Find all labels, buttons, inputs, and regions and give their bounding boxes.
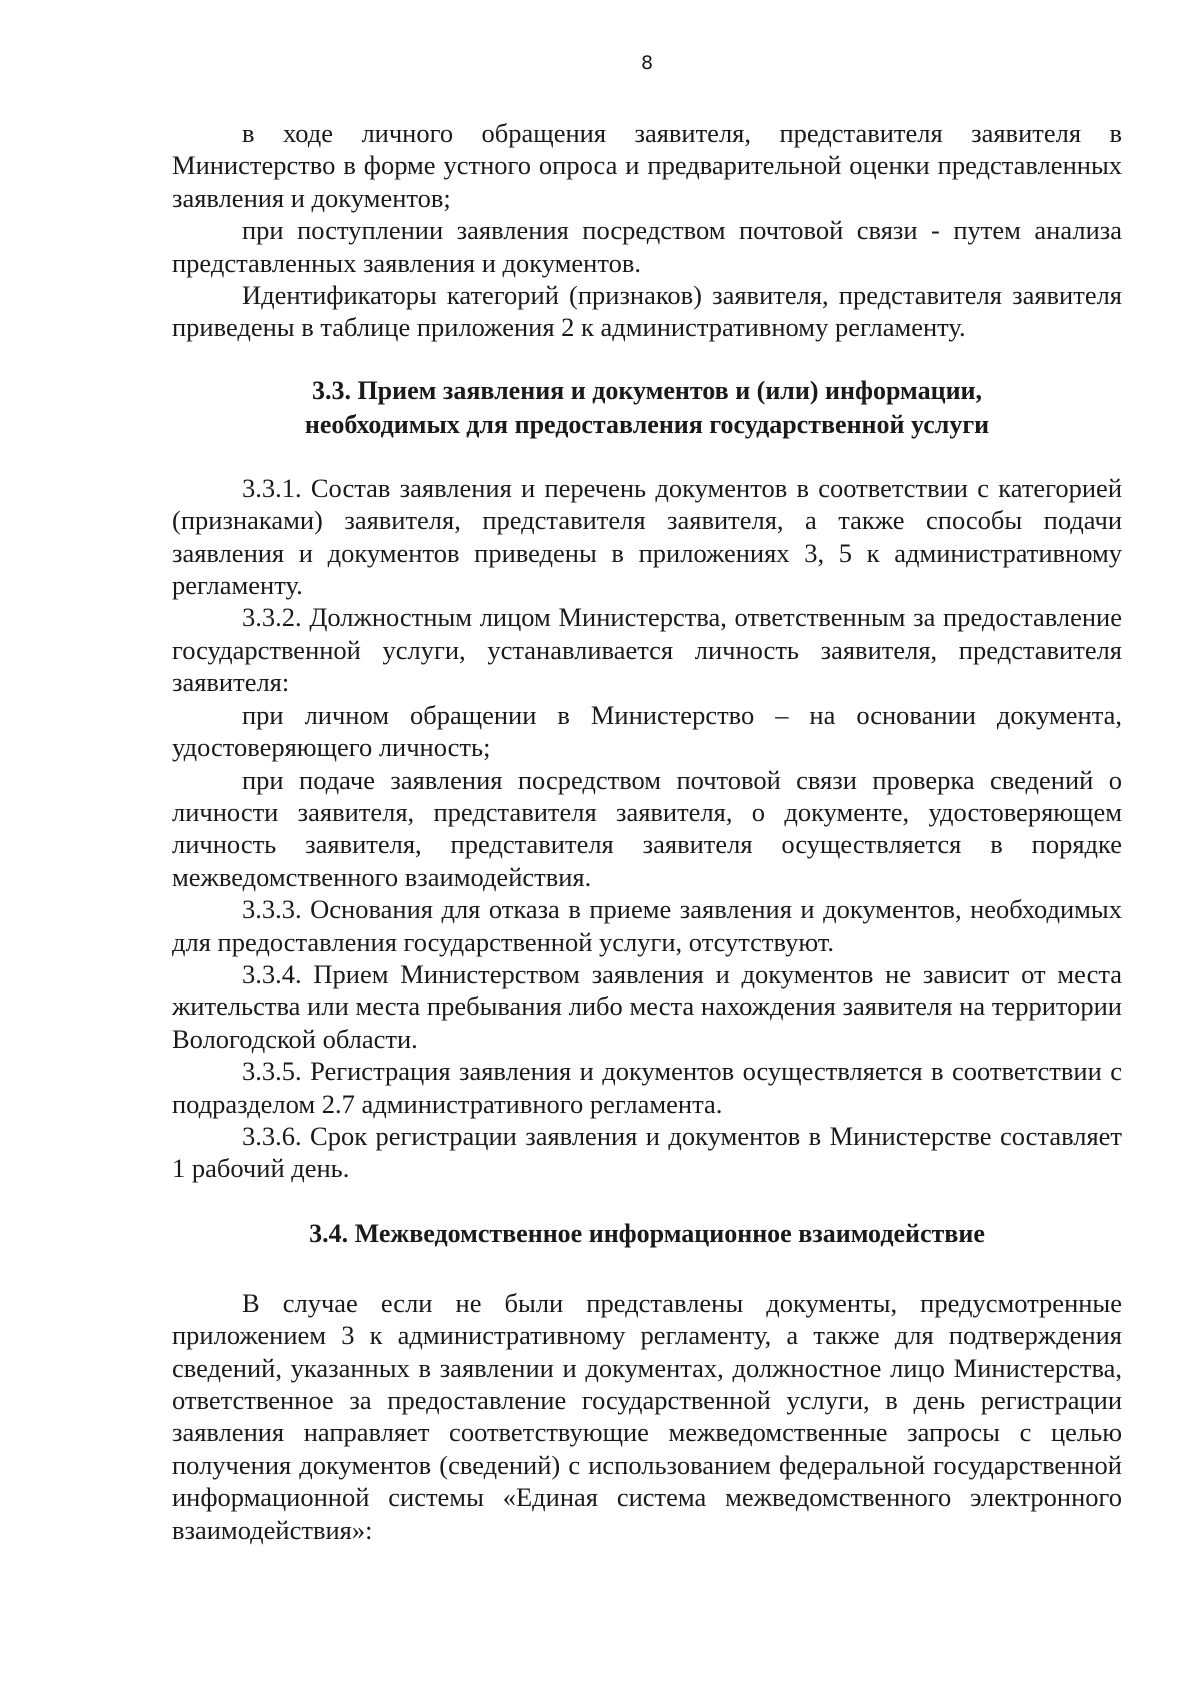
section-heading-3-4: 3.4. Межведомственное информационное взаимодействие bbox=[309, 1218, 985, 1248]
body-paragraph: 3.3.4. Прием Министерством заявления и документов не зависит от места жительства или места пребывания либо места нахождения заявителя на территории Вологодской области. bbox=[172, 958, 1122, 1054]
section-heading-line: необходимых для предоставления государственной услуги bbox=[304, 409, 990, 439]
body-paragraph: при подаче заявления посредством почтовой связи проверка сведений о личности заявителя, представителя заявителя, о документе, удостоверяющем личность заявителя, представителя заявителя осуществляется в порядке межведомственного взаимодействия. bbox=[172, 764, 1122, 892]
document-body bbox=[172, 117, 1122, 1546]
body-paragraph: 3.3.6. Срок регистрации заявления и документов в Министерстве составляет 1 рабочий день. bbox=[172, 1120, 1122, 1184]
body-paragraph: в ходе личного обращения заявителя, представителя заявителя в Министерство в форме устного опроса и предварительной оценки представленных заявления и документов; bbox=[172, 118, 1122, 213]
section-heading-line: 3.3. Прием заявления и документов и (или) информации, bbox=[311, 375, 983, 405]
body-paragraph: 3.3.1. Состав заявления и перечень документов в соответствии с категорией (признаками) заявителя, представителя заявителя, а также способы подачи заявления и документов приведены в приложениях 3, 5 к административному регламенту. bbox=[172, 472, 1122, 601]
body-paragraph: при поступлении заявления посредством почтовой связи - путем анализа представленных заявления и документов. bbox=[172, 215, 1122, 278]
body-paragraph: 3.3.2. Должностным лицом Министерства, ответственным за предоставление государственной услуги, устанавливается личность заявителя, представителя заявителя: bbox=[172, 602, 1122, 698]
section-heading-3-3 bbox=[172, 374, 1122, 442]
page-number: 8 bbox=[640, 52, 654, 74]
body-paragraph: Идентификаторы категорий (признаков) заявителя, представителя заявителя приведены в таблице приложения 2 к административному регламенту. bbox=[172, 280, 1122, 343]
body-paragraph: 3.3.3. Основания для отказа в приеме заявления и документов, необходимых для предоставления государственной услуги, отсутствуют. bbox=[172, 894, 1122, 957]
body-paragraph: В случае если не были представлены документы, предусмотренные приложением 3 к административному регламенту, а также для подтверждения сведений, указанных в заявлении и документах, должностное лицо Министерства, ответственное за предоставление государственной услуги, в день регистрации заявления направляет соответствующие межведомственные запросы с целью получения документов (сведений) с использованием федеральной государственной информационной системы «Единая система межведомственного электронного взаимодействия»: bbox=[172, 1287, 1122, 1545]
body-paragraph: при личном обращении в Министерство – на основании документа, удостоверяющего личность; bbox=[172, 699, 1122, 763]
body-paragraph: 3.3.5. Регистрация заявления и документов осуществляется в соответствии с подразделом 2.7 административного регламента. bbox=[172, 1056, 1122, 1119]
